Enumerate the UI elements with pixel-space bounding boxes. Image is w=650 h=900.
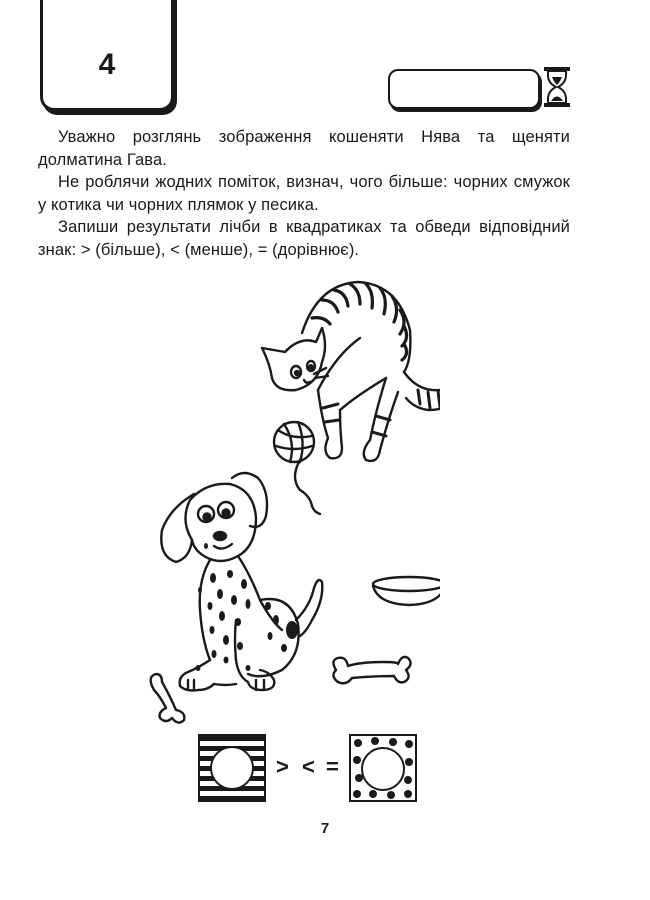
instruction-3: Запиши результати лічби в квадратиках та обведи відповідний знак: > (більше), < (менше), = (дорівнює). — [38, 218, 570, 259]
greater-sign[interactable]: > — [276, 754, 289, 779]
dog-illustration — [161, 473, 322, 691]
cat-and-dog-illustration — [140, 278, 440, 728]
yarn-ball-illustration — [274, 422, 320, 514]
instruction-1: Уважно розглянь зображення кошеняти Нява та щеняти долматина Гава. — [38, 128, 570, 169]
hourglass-icon — [543, 66, 571, 108]
instruction-2: Не роблячи жодних поміток, визнач, чого більше: чорних смужок у котика чи чорних плямок у песика. — [38, 173, 570, 214]
task-number: 4 — [98, 48, 116, 81]
stripes-pattern-icon — [200, 736, 264, 800]
bowl-illustration — [373, 577, 440, 605]
page-number: 7 — [320, 820, 330, 837]
instructions — [38, 126, 570, 261]
bone-right-illustration — [333, 657, 410, 683]
equal-sign[interactable]: = — [326, 754, 339, 779]
task-number-box — [40, 0, 174, 111]
spots-pattern-icon — [351, 736, 415, 800]
time-answer-field[interactable] — [388, 69, 540, 109]
stripes-count-box[interactable] — [198, 734, 266, 802]
less-sign[interactable]: < — [302, 754, 315, 779]
spots-count-box[interactable] — [349, 734, 417, 802]
comparison-row — [0, 730, 650, 810]
